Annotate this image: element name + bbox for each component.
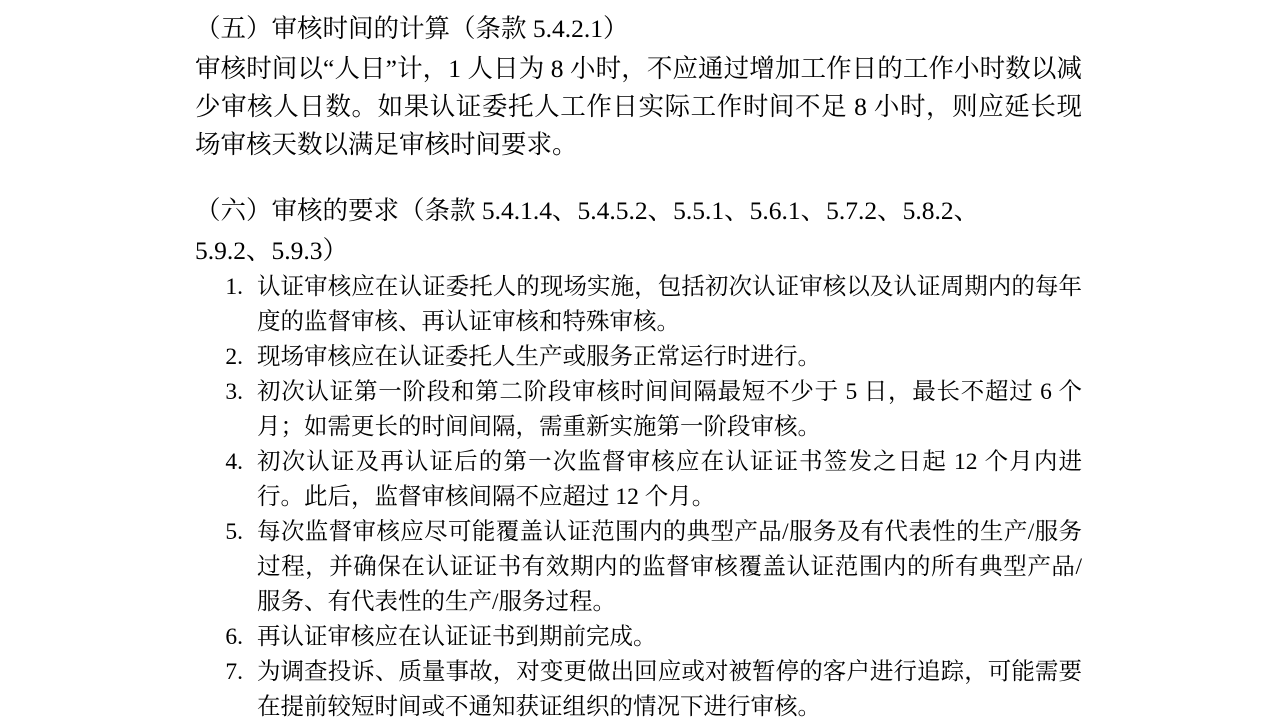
list-item-text: 现场审核应在认证委托人生产或服务正常运行时进行。 — [257, 344, 821, 370]
section-audit-time-calculation — [195, 10, 1082, 164]
section-paragraph-five: 审核时间以“人日”计，1 人日为 8 小时，不应通过增加工作日的工作小时数以减少审核人日数。如果认证委托人工作日实际工作时间不足 8 小时，则应延长现场审核天数以满足审核时间要求。 — [195, 54, 1082, 159]
list-item — [195, 445, 1082, 515]
list-item-number: 3. — [225, 379, 243, 405]
list-item — [195, 515, 1082, 620]
list-item-number: 4. — [225, 449, 243, 475]
list-item-text: 再认证审核应在认证证书到期前完成。 — [257, 624, 657, 650]
list-item-number: 7. — [225, 659, 243, 685]
list-item-text: 初次认证及再认证后的第一次监督审核应在认证证书签发之日起 12 个月内进行。此后，监督审核间隔不应超过 12 个月。 — [257, 449, 1082, 510]
list-item-number: 6. — [225, 624, 243, 650]
list-item-text: 认证审核应在认证委托人的现场实施，包括初次认证审核以及认证周期内的每年度的监督审核、再认证审核和特殊审核。 — [257, 274, 1082, 335]
section-spacer — [195, 164, 1082, 192]
list-item — [195, 270, 1082, 340]
list-item — [195, 620, 1082, 655]
list-item — [195, 340, 1082, 375]
list-item-text: 每次监督审核应尽可能覆盖认证范围内的典型产品/服务及有代表性的生产/服务过程，并确保在认证证书有效期内的监督审核覆盖认证范围内的所有典型产品/服务、有代表性的生产/服务过程。 — [257, 519, 1082, 615]
requirements-list — [195, 270, 1082, 725]
list-item — [195, 655, 1082, 725]
list-item — [195, 375, 1082, 445]
section-audit-requirements — [195, 192, 1082, 725]
list-item-number: 2. — [225, 344, 243, 370]
section-heading-six-line2: 5.9.2、5.9.3） — [195, 236, 349, 265]
list-item-number: 1. — [225, 274, 243, 300]
section-heading-six-line1: （六）审核的要求（条款 5.4.1.4、5.4.5.2、5.5.1、5.6.1、5.7.2、5.8.2、 — [195, 196, 980, 225]
list-item-number: 5. — [225, 519, 243, 545]
section-heading-five: （五）审核时间的计算（条款 5.4.2.1） — [195, 14, 629, 43]
list-item-text: 为调查投诉、质量事故，对变更做出回应或对被暂停的客户进行追踪，可能需要在提前较短时间或不通知获证组织的情况下进行审核。 — [257, 659, 1082, 720]
list-item-text: 初次认证第一阶段和第二阶段审核时间间隔最短不少于 5 日，最长不超过 6 个月；如需更长的时间间隔，需重新实施第一阶段审核。 — [257, 379, 1082, 440]
